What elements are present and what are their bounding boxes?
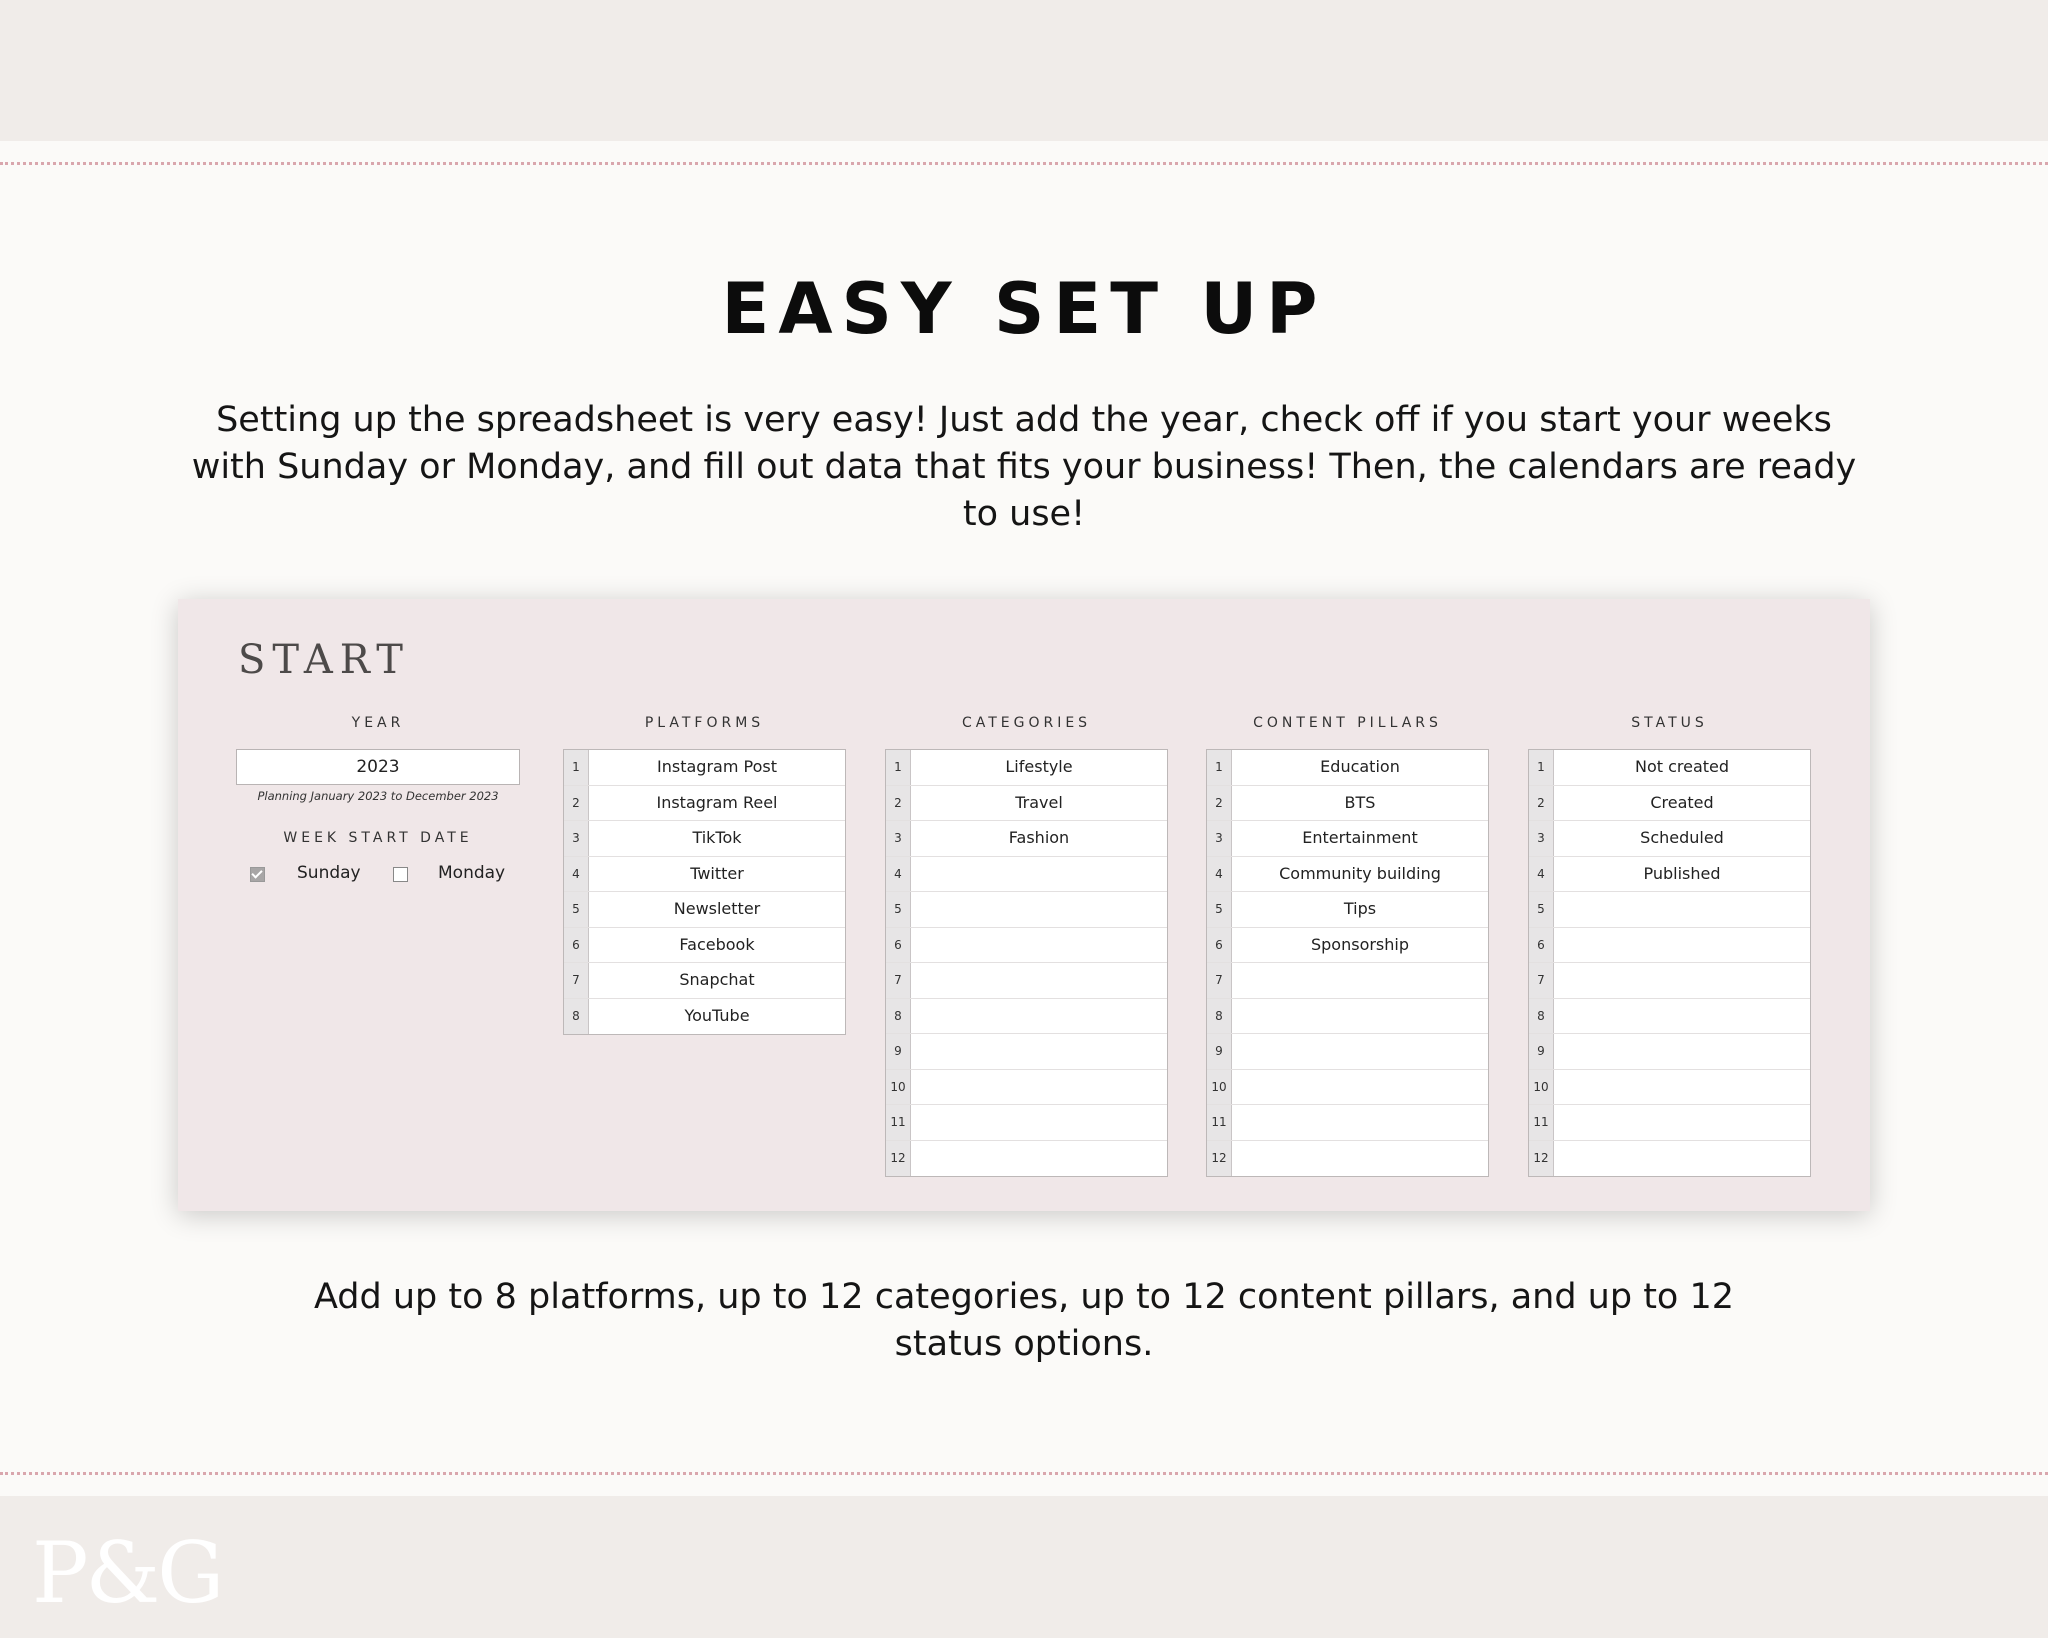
row-value-cell[interactable]: Fashion	[1008, 828, 1070, 847]
row-value-cell[interactable]: Education	[1320, 757, 1400, 776]
list-item	[886, 857, 1167, 893]
row-number: 4	[564, 857, 589, 892]
list-item	[886, 786, 1167, 822]
row-number: 6	[564, 928, 589, 963]
row-number: 2	[886, 786, 911, 821]
row-value-cell[interactable]	[1232, 963, 1488, 998]
row-value-cell[interactable]	[1232, 1070, 1488, 1105]
row-number: 8	[1529, 999, 1554, 1034]
row-number: 11	[1207, 1105, 1232, 1140]
list-item	[1207, 857, 1488, 893]
row-value-cell[interactable]	[911, 928, 1167, 963]
list-item	[1207, 1105, 1488, 1141]
list-item	[1207, 1070, 1488, 1106]
row-number: 6	[1207, 928, 1232, 963]
list-item	[1207, 892, 1488, 928]
year-label: YEAR	[351, 715, 405, 731]
list-item	[564, 999, 845, 1035]
row-value-cell[interactable]: Facebook	[679, 934, 755, 954]
row-number: 10	[886, 1070, 911, 1105]
list-item	[1529, 892, 1810, 928]
row-value-cell[interactable]	[911, 857, 1167, 892]
row-value-cell[interactable]	[1554, 1070, 1810, 1105]
row-value-cell[interactable]	[1554, 892, 1810, 927]
row-number: 1	[564, 750, 589, 785]
row-value-cell[interactable]: Newsletter	[673, 899, 761, 918]
list-item	[886, 1034, 1167, 1070]
row-value-cell[interactable]	[1232, 1105, 1488, 1140]
row-value-cell[interactable]	[1232, 1034, 1488, 1069]
list-item	[1207, 999, 1488, 1035]
row-value-cell[interactable]	[1232, 999, 1488, 1034]
list-item	[564, 963, 845, 999]
row-number: 9	[886, 1034, 911, 1069]
spreadsheet-screenshot	[178, 599, 1870, 1211]
sheet-title: START	[238, 637, 410, 683]
row-number: 4	[1207, 857, 1232, 892]
list-item	[1207, 821, 1488, 857]
row-number: 6	[886, 928, 911, 963]
status-list	[1528, 749, 1811, 1177]
row-value-cell[interactable]: Twitter	[690, 863, 744, 883]
categories-list	[885, 749, 1168, 1177]
list-item	[1529, 857, 1810, 893]
brand-logo: P&G	[32, 1524, 222, 1622]
row-number: 3	[886, 821, 911, 856]
list-item	[1207, 963, 1488, 999]
top-band	[0, 0, 2048, 141]
list-item	[564, 821, 845, 857]
outro-text: Add up to 8 platforms, up to 12 categories, up to 12 content pillars, and up to 12 status options.	[313, 1277, 1734, 1364]
row-number: 10	[1529, 1070, 1554, 1105]
page-title: EASY SET UP	[721, 268, 1327, 350]
monday-label: Monday	[438, 863, 506, 883]
row-number: 9	[1529, 1034, 1554, 1069]
platforms-list	[563, 749, 846, 1035]
row-value-cell[interactable]: Not created	[1634, 757, 1730, 776]
row-value-cell[interactable]	[1554, 928, 1810, 963]
list-item	[564, 786, 845, 822]
row-value-cell[interactable]: Travel	[1015, 792, 1063, 812]
row-value-cell[interactable]	[1554, 963, 1810, 998]
row-value-cell[interactable]: Tips	[1343, 899, 1377, 918]
row-value-cell[interactable]: YouTube	[684, 1005, 750, 1025]
status-label: STATUS	[1631, 715, 1708, 731]
row-number: 8	[886, 999, 911, 1034]
row-number: 11	[1529, 1105, 1554, 1140]
sunday-checkbox[interactable]	[250, 867, 265, 882]
row-number: 8	[1207, 999, 1232, 1034]
row-value-cell[interactable]	[1554, 1141, 1810, 1177]
categories-label: CATEGORIES	[961, 715, 1092, 731]
row-number: 1	[1529, 750, 1554, 785]
list-item	[1207, 750, 1488, 786]
planning-note: Planning January 2023 to December 2023	[257, 789, 499, 803]
list-item	[1207, 1141, 1488, 1177]
list-item	[886, 928, 1167, 964]
list-item	[1207, 1034, 1488, 1070]
row-value-cell[interactable]: Snapchat	[679, 970, 755, 989]
sunday-label: Sunday	[297, 863, 361, 883]
list-item	[564, 928, 845, 964]
row-value-cell[interactable]: Created	[1650, 792, 1714, 812]
row-number: 7	[1207, 963, 1232, 998]
content-pillars-label: CONTENT PILLARS	[1253, 715, 1442, 731]
list-item	[1529, 821, 1810, 857]
list-item	[886, 999, 1167, 1035]
row-value-cell[interactable]: Lifestyle	[1005, 757, 1073, 776]
row-value-cell[interactable]	[1554, 1105, 1810, 1140]
week-start-label: WEEK START DATE	[283, 830, 473, 846]
row-number: 12	[1207, 1141, 1232, 1177]
row-value-cell[interactable]	[911, 1105, 1167, 1140]
row-number: 6	[1529, 928, 1554, 963]
list-item	[886, 963, 1167, 999]
list-item	[1529, 786, 1810, 822]
row-value-cell[interactable]	[911, 999, 1167, 1034]
row-number: 2	[564, 786, 589, 821]
list-item	[886, 821, 1167, 857]
row-number: 2	[1529, 786, 1554, 821]
row-number: 3	[564, 821, 589, 856]
list-item	[1529, 963, 1810, 999]
row-value-cell[interactable]: Published	[1643, 863, 1721, 883]
row-value-cell[interactable]	[1232, 1141, 1488, 1177]
row-number: 2	[1207, 786, 1232, 821]
list-item	[564, 892, 845, 928]
row-value-cell[interactable]: TikTok	[692, 828, 742, 847]
row-value-cell[interactable]	[911, 1070, 1167, 1105]
list-item	[1529, 928, 1810, 964]
row-value-cell[interactable]: BTS	[1344, 792, 1376, 812]
row-number: 7	[1529, 963, 1554, 998]
row-number: 3	[1207, 821, 1232, 856]
row-number: 7	[886, 963, 911, 998]
row-value-cell[interactable]: Entertainment	[1302, 828, 1418, 847]
list-item	[1529, 999, 1810, 1035]
row-value-cell[interactable]: Scheduled	[1640, 828, 1724, 847]
row-value-cell[interactable]	[911, 1141, 1167, 1177]
monday-checkbox[interactable]	[393, 867, 408, 882]
row-value-cell[interactable]	[911, 963, 1167, 998]
row-number: 3	[1529, 821, 1554, 856]
list-item	[1529, 1070, 1810, 1106]
dotted-divider-top	[0, 162, 2048, 165]
row-number: 4	[1529, 857, 1554, 892]
row-number: 8	[564, 999, 589, 1035]
list-item	[1207, 786, 1488, 822]
row-number: 5	[1207, 892, 1232, 927]
row-number: 7	[564, 963, 589, 998]
row-value-cell[interactable]	[911, 892, 1167, 927]
list-item	[886, 1105, 1167, 1141]
list-item	[886, 1141, 1167, 1177]
row-value-cell[interactable]	[1554, 999, 1810, 1034]
row-value-cell[interactable]: Sponsorship	[1310, 934, 1410, 954]
list-item	[886, 750, 1167, 786]
row-number: 4	[886, 857, 911, 892]
row-value-cell[interactable]: Instagram Post	[657, 757, 777, 776]
row-number: 1	[886, 750, 911, 785]
row-number: 12	[1529, 1141, 1554, 1177]
platforms-label: PLATFORMS	[644, 715, 765, 731]
intro-text: Setting up the spreadsheet is very easy! Just add the year, check off if you start your weeks with Sunday or Monday, and fill out data that fits your business! Then, the calendars are ready to use!	[191, 400, 1857, 534]
row-number: 11	[886, 1105, 911, 1140]
row-number: 5	[1529, 892, 1554, 927]
row-number: 1	[1207, 750, 1232, 785]
row-value-cell[interactable]	[1554, 1034, 1810, 1069]
list-item	[1207, 928, 1488, 964]
row-number: 5	[886, 892, 911, 927]
row-value-cell[interactable]	[911, 1034, 1167, 1069]
list-item	[886, 1070, 1167, 1106]
row-number: 10	[1207, 1070, 1232, 1105]
row-number: 12	[886, 1141, 911, 1177]
list-item	[1529, 1105, 1810, 1141]
dotted-divider-bottom	[0, 1472, 2048, 1475]
row-number: 9	[1207, 1034, 1232, 1069]
list-item	[886, 892, 1167, 928]
content-pillars-list	[1206, 749, 1489, 1177]
year-input[interactable]: 2023	[236, 749, 520, 785]
list-item	[1529, 750, 1810, 786]
list-item	[564, 857, 845, 893]
list-item	[1529, 1034, 1810, 1070]
row-value-cell[interactable]: Instagram Reel	[656, 792, 778, 812]
row-number: 5	[564, 892, 589, 927]
row-value-cell[interactable]: Community building	[1279, 863, 1441, 883]
list-item	[564, 750, 845, 786]
list-item	[1529, 1141, 1810, 1177]
